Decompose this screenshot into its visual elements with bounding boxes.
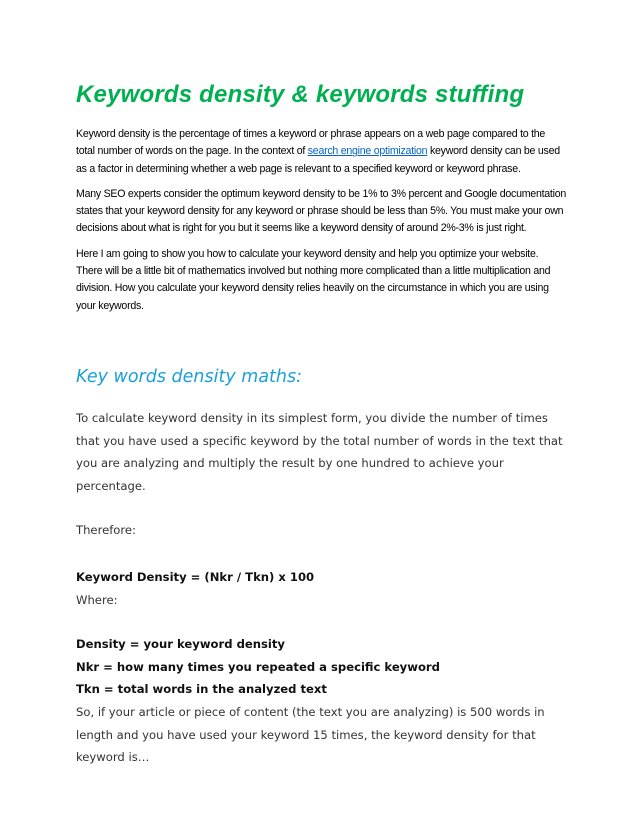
definition-nkr: Nkr = how many times you repeated a specific keyword (76, 659, 440, 674)
formula-block (76, 566, 566, 611)
paragraph-text: keyword density can be used as a factor in determining whether a web page is relevant to a specified keyword or keyword phrase. (76, 145, 560, 175)
seo-link[interactable]: search engine optimization (307, 145, 428, 158)
document-content (76, 80, 566, 769)
paragraph-how-to: Here I am going to show you how to calculate your keyword density and help you optimize your website. There will be a little bit of mathematics involved but nothing more complicated than a little multiplication and division. How you calculate your keyword density relies heavily on the circumstance in which you are using your keywords. (76, 247, 551, 312)
section-heading: Key words density maths: (76, 366, 303, 387)
paragraph-optimum-density: Many SEO experts consider the optimum keyword density to be 1% to 3% percent and Google documentation states that your keyword density for any keyword or phrase should be less than 5%. You must make your own decisions about what is right for you but it seems like a keyword density of around 2%-3% is just right. (76, 187, 567, 235)
formula: Keyword Density = (Nkr / Tkn) x 100 (76, 569, 315, 584)
paragraph-definition (76, 126, 566, 178)
where-label: Where: (76, 592, 118, 607)
paragraph-text: Keyword density is the percentage of times a keyword or phrase appears on a web page compared to the total number of words on the page. In the context of (76, 128, 546, 158)
paragraph-example: So, if your article or piece of content (the text you are analyzing) is 500 words in length and you have used your keyword 15 times, the keyword density for that keyword is… (76, 704, 545, 765)
definition-tkn: Tkn = total words in the analyzed text (76, 682, 327, 697)
definition-density: Density = your keyword density (76, 637, 285, 652)
paragraph-calculate: To calculate keyword density in its simplest form, you divide the number of times that you have used a specific keyword by the total number of words in the text that you are analyzing and multiply the result by one hundred to achieve your percentage. (76, 410, 563, 493)
therefore-label: Therefore: (76, 523, 136, 538)
definitions-block (76, 633, 566, 769)
page-title: Keywords density & keywords stuffing (76, 81, 525, 108)
